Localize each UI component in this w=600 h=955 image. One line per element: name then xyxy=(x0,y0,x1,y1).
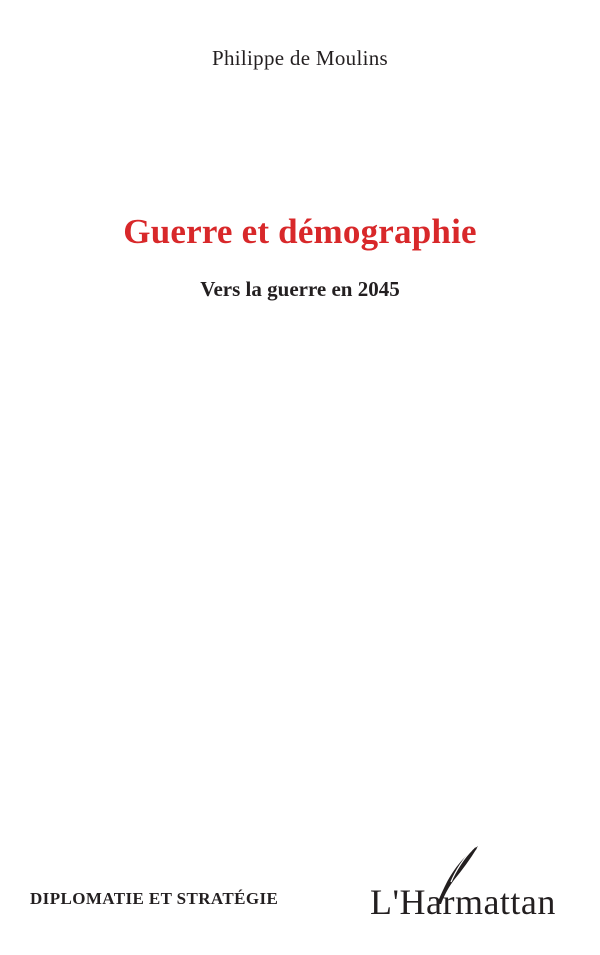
publisher-logo xyxy=(370,840,580,920)
book-title: Guerre et démographie xyxy=(123,212,477,251)
book-subtitle: Vers la guerre en 2045 xyxy=(200,277,400,301)
author-name: Philippe de Moulins xyxy=(211,46,389,70)
collection-name: DIPLOMATIE ET STRATÉGIE xyxy=(30,889,279,908)
publisher-name: L'Harmattan xyxy=(370,882,556,922)
